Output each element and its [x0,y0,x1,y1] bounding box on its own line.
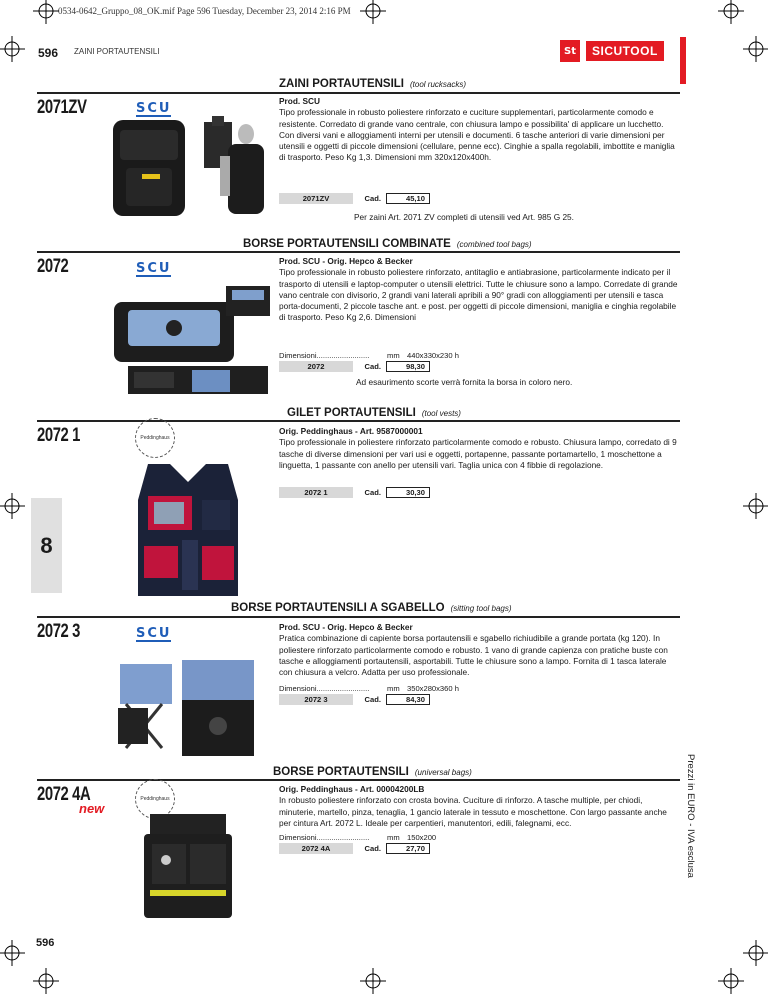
category-title: BORSE PORTAUTENSILI COMBINATE (combined tool bags) [243,238,532,250]
category-title: BORSE PORTAUTENSILI (universal bags) [273,766,472,778]
chapter-tab: 8 [31,498,62,593]
category-title: ZAINI PORTAUTENSILI (tool rucksacks) [279,78,467,90]
price-row: 2072 Cad. 98,30 [279,361,430,372]
tool-vest-image [118,460,258,600]
registration-mark-icon [743,940,768,966]
registration-mark-icon [360,0,386,24]
scu-logo: SCU [136,261,172,276]
registration-mark-icon [33,0,59,24]
peddinghaus-logo-icon: Peddinghaus [135,779,175,819]
registration-mark-icon [718,968,744,994]
price-note-vertical: Prezzi in EURO - IVA esclusa [685,754,696,878]
category-rule [37,616,680,618]
dimensions-row: Dimensioni......................... mm 440x330x230 h [279,351,459,360]
category-rule [37,251,680,253]
registration-mark-icon [743,493,768,519]
peddinghaus-logo-icon: Peddinghaus [135,418,175,458]
registration-mark-icon [0,36,25,62]
page-number: 596 [38,46,59,60]
price: 45,10 [386,193,430,204]
product-note: Per zaini Art. 2071 ZV completi di utensili ved Art. 985 G 25. [354,212,574,222]
price-row: 2072 1 Cad. 30,30 [279,487,430,498]
category-rule [37,779,680,781]
dimensions-row: Dimensioni......................... mm 150x200 [279,833,437,842]
product-description: Prod. SCU Tipo professionale in robusto poliestere rinforzato e cuciture supplementari, particolarmente comodo e resistente. Corredato di grande vano centrale, con chiusura lampo e possibilita' di applicare un lucchetto. Con diversi vani e alloggiamenti interni per utensili e documenti. 6 tasche anteriori di varie dimensioni per utensili e oggetti di piccole dimensioni (cellulare, penne ecc). Cinghie a spalla regolabili, imbottite e maniglia di trasporto. Peso Kg 1,3. Dimensioni mm 320x120x400h. [279,96,675,163]
registration-mark-icon [33,968,59,994]
product-note: Ad esaurimento scorte verrà fornita la borsa in coloro nero. [356,377,573,387]
dimensions-row: Dimensioni......................... mm 350x280x360 h [279,684,459,693]
scu-logo: SCU [136,101,172,116]
price-row: 2072 4A Cad. 27,70 [279,843,430,854]
product-code: 2071ZV [37,97,87,118]
new-badge: new [79,801,105,816]
section-title: ZAINI PORTAUTENSILI [74,47,160,56]
category-rule [37,92,680,94]
price: 98,30 [386,361,430,372]
registration-mark-icon [743,36,768,62]
registration-mark-icon [360,968,386,994]
sicutool-logo-icon: St [560,40,580,62]
product-description: Orig. Peddinghaus - Art. 9587000001 Tipo professionale in poliestere rinforzato particolarmente comodo e robusto. Chiusura lampo, corredato di 9 tasche di diverse dimensioni per vari usi e oggetti, portapenne, passante portamartello, 1 moschettone a linguetta, 1 passante con anello per utensili vari. Taglia unica con 4 fibbie di regolazione. [279,426,677,470]
product-description: Orig. Peddinghaus - Art. 00004200LB In robusto poliestere rinforzato con crosta bovina. Cuciture di rinforzo. A tasche multiple, per chiodi, minuterie, martello, pinza, tenaglia, 1 gancio laterale in tessuto e moschettone. Con largo passante anche per cintura Art. 2072 L. Ideale per carpentieri, manutentori, edili, falegnami, ecc. [279,784,667,828]
product-code: 2072 4A [37,784,91,805]
brand-name: SICUTOOL [586,41,664,61]
price: 27,70 [386,843,430,854]
price: 84,30 [386,694,430,705]
category-title: GILET PORTAUTENSILI (tool vests) [287,407,461,419]
combined-bag-image [108,280,274,398]
product-code: 2072 [37,256,69,277]
registration-mark-icon [0,493,25,519]
product-description: Prod. SCU - Orig. Hepco & Becker Tipo professionale in robusto poliestere rinforzato, antitaglio e antiabrasione, particolarmente indicato per il trasporto di utensili e laptop-computer o utensili elettrici. Tutte le chiusure sono a lampo. Corredate di grande vano centrale con divisorio, 2 grandi vani laterali apribili a 90° gradi con alloggiamenti per utensili e tasca porta-documenti, 2 piccole tasche ant. e post. per oggetti di piccole dimensioni, maniglia e cinghia regolabile di trasporto. Peso Kg 2,6. Dimensioni [279,256,678,323]
rucksack-image [108,112,268,224]
brand-logo [560,40,664,62]
product-code: 2072 1 [37,425,80,446]
scu-logo: SCU [136,626,172,641]
product-description: Prod. SCU - Orig. Hepco & Becker Pratica combinazione di capiente borsa portautensili e sgabello richiudibile a grande portata (kg 120). In poliestere rinforzato particolarmente comodo e robusto. 1 vano di grande capienza con pratiche buste con tasche e alloggiamenti portautensili, asportabili. Tutte le chiusure sono a lampo. Fornita di 1 tasca laterale con chiusura a velcro. Adatta per uso professionale. [279,622,668,678]
product-code: 2072 3 [37,621,80,642]
price-row: 2072 3 Cad. 84,30 [279,694,430,705]
category-title: BORSE PORTAUTENSILI A SGABELLO (sitting tool bags) [231,602,512,614]
registration-mark-icon [0,940,25,966]
footer-page-number: 596 [36,937,55,949]
universal-bag-image [136,812,240,922]
print-header: 0534-0642_Gruppo_08_OK.mif Page 596 Tuesday, December 23, 2014 2:16 PM [58,6,351,16]
registration-mark-icon [718,0,744,24]
category-rule [37,420,680,422]
sitting-bag-image [112,648,262,760]
edge-marker [680,37,686,84]
price: 30,30 [386,487,430,498]
price-row: 2071ZV Cad. 45,10 [279,193,430,204]
